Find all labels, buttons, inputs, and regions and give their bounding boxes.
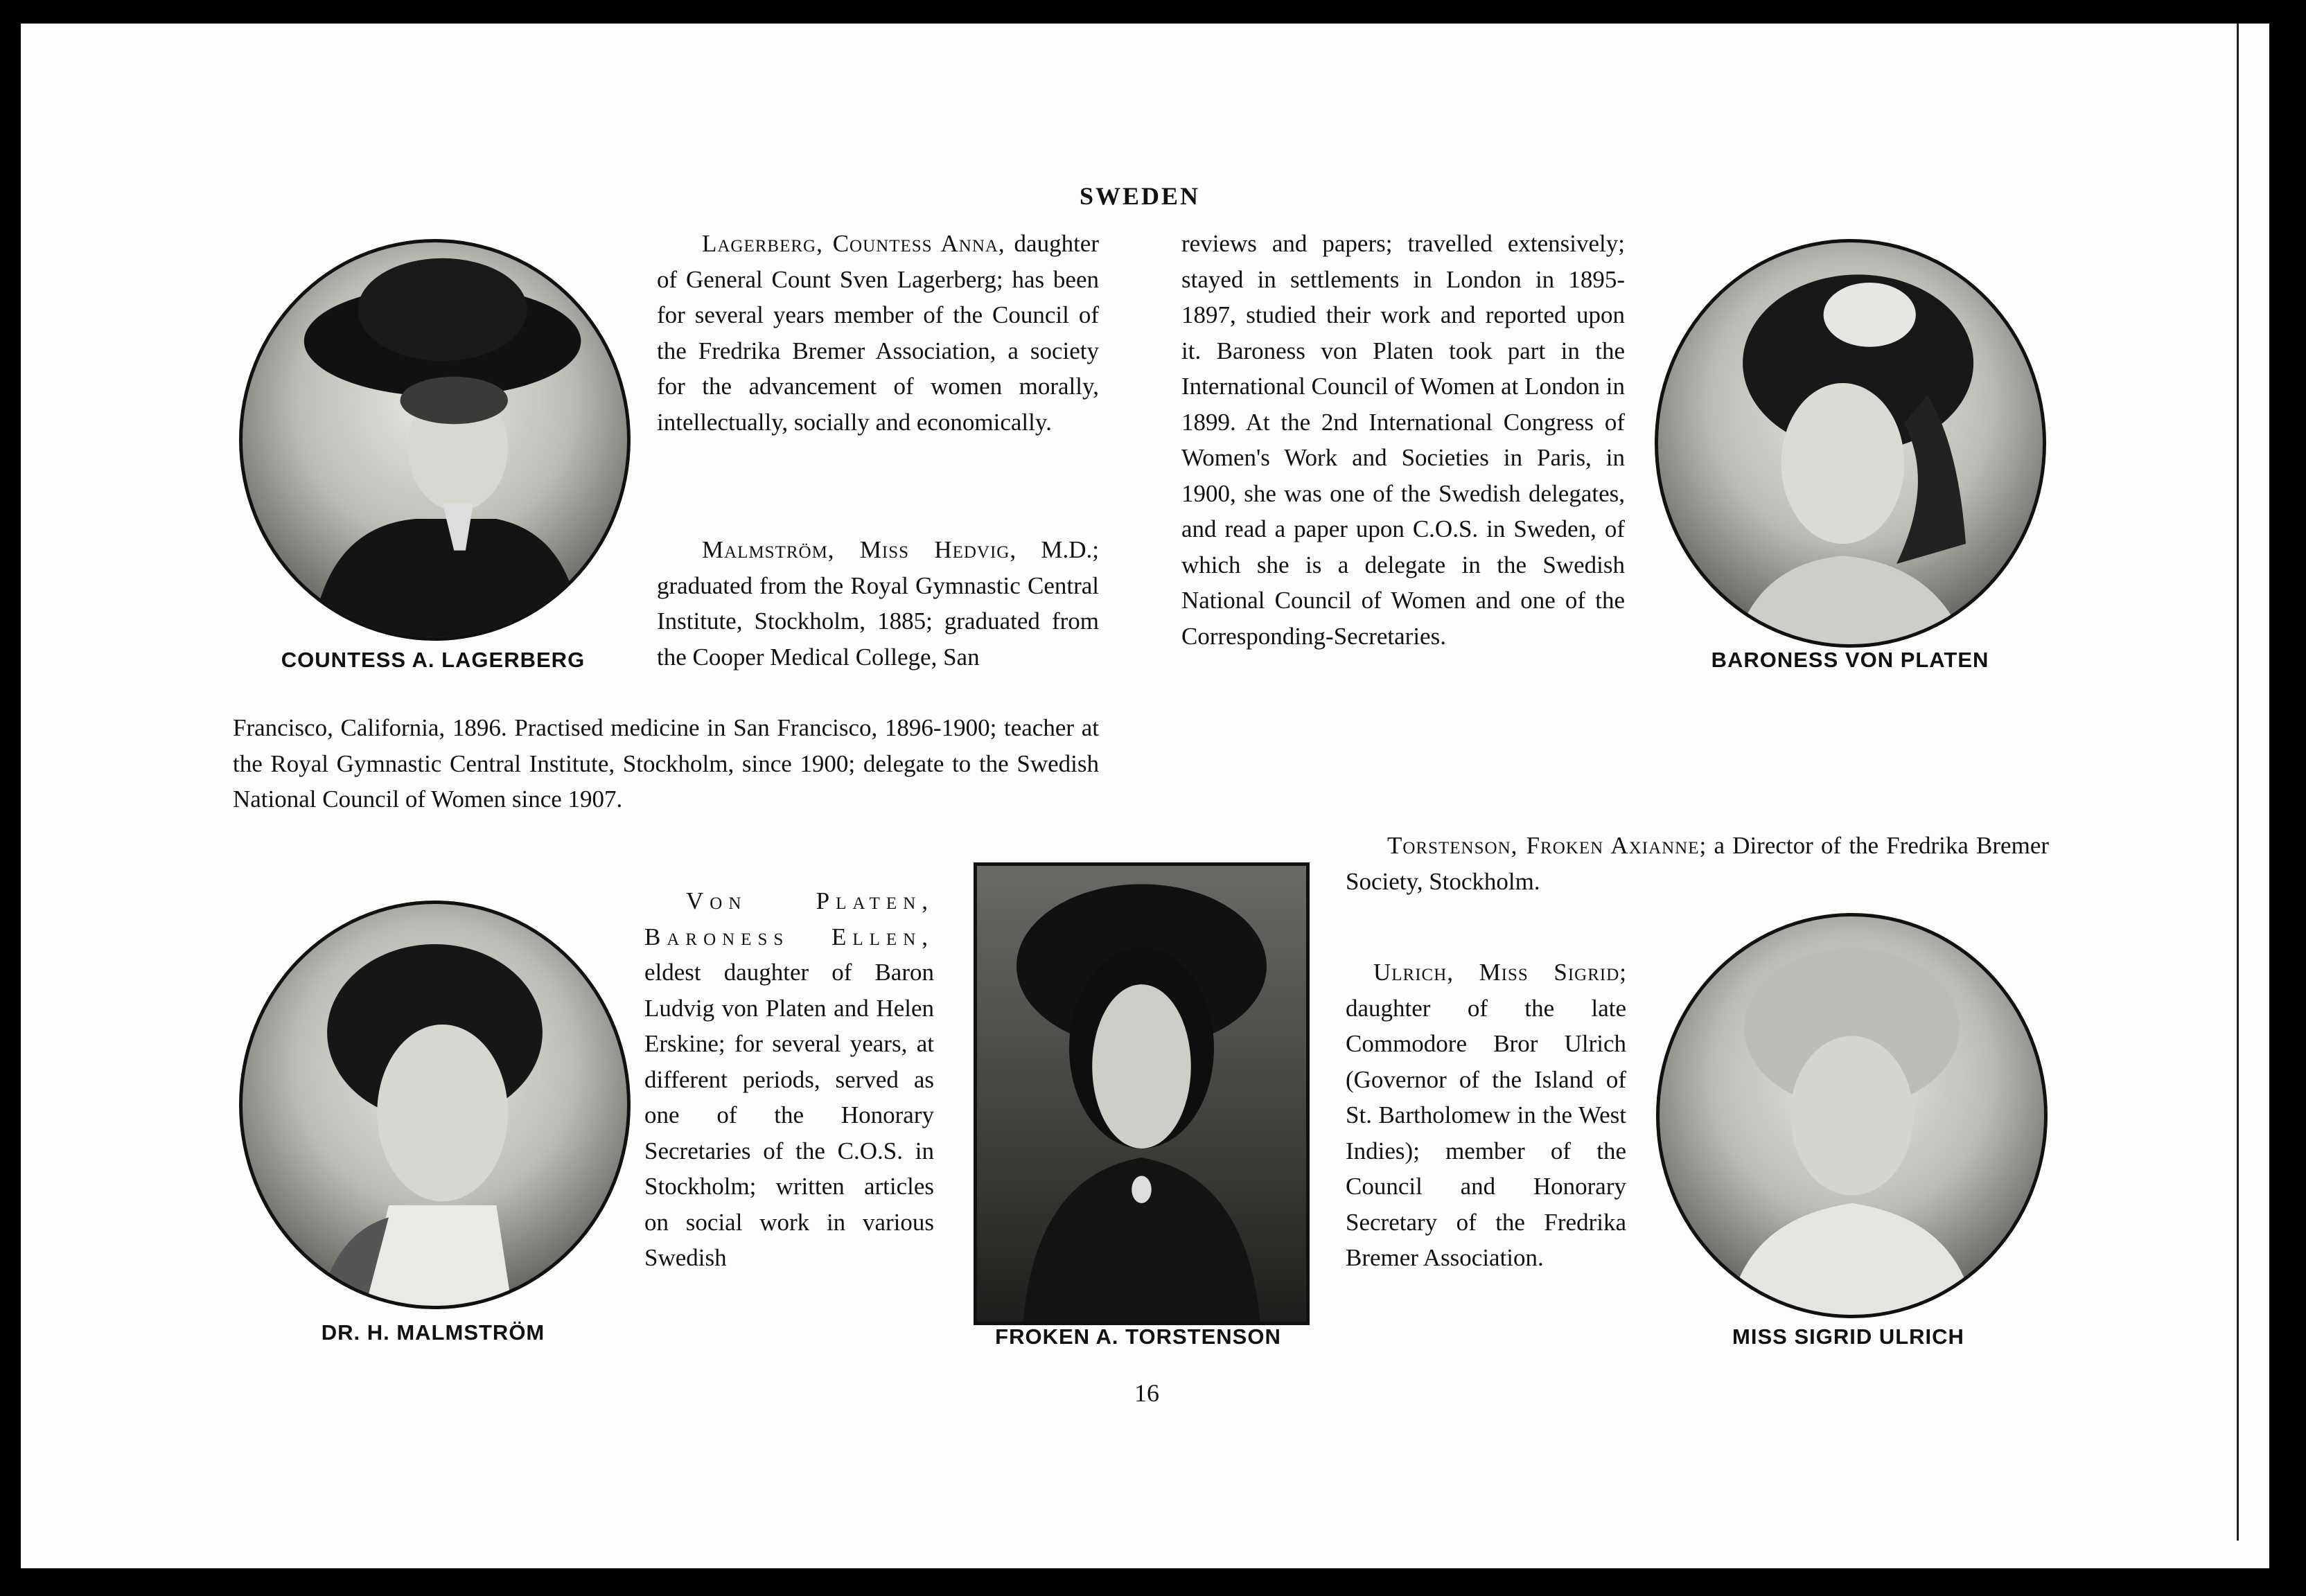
caption-ulrich: MISS SIGRID ULRICH bbox=[1732, 1324, 1964, 1349]
entry-malmstrom-top bbox=[657, 532, 1099, 675]
caption-lagerberg: COUNTESS A. LAGERBERG bbox=[281, 648, 586, 672]
entry-text: M.D.; graduated from the Royal Gymnastic Central Institute, Stockholm, 1885; graduated from the Cooper Medical College, San bbox=[657, 536, 1099, 671]
entry-text: Francisco, California, 1896. Practised medicine in San Francisco, 1896-1900; teacher at the Royal Gymnastic Central Institute, Stockholm, since 1900; delegate to the Swedish National Council of Women since 1907. bbox=[233, 714, 1099, 813]
portrait-malmstrom-photo bbox=[239, 901, 631, 1309]
entry-platen-continued bbox=[1181, 226, 1625, 654]
portrait-lagerberg-photo bbox=[239, 239, 631, 641]
entry-text: eldest daughter of Baron Ludvig von Platen and Helen Erskine; for several years, at different periods, served as one of the Honorary Secretaries of the C.O.S. in Stockholm; written articles on social work in various Swedish bbox=[644, 959, 934, 1271]
entry-text: ; daughter of the late Commodore Bror Ulrich (Governor of the Island of St. Bartholomew in the West Indies); member of the Council and Honorary Secretary of the Fredrika Bremer Association. bbox=[1346, 959, 1626, 1271]
scan-border bbox=[2269, 24, 2306, 1568]
entry-name: Von Platen, Baroness Ellen, bbox=[644, 887, 934, 950]
page-heading: SWEDEN bbox=[1079, 182, 1201, 210]
page-fold-line bbox=[2237, 24, 2239, 1541]
entry-text: reviews and papers; travelled extensively; stayed in settlements in London in 1895-1897, studied their work and reported upon it. Baroness von Platen took part in the International Council of Women at London in 1899. At the 2nd International Congress of Women's Work and Societies in Paris, in 1900, she was one of the Swedish delegates, and read a paper upon C.O.S. in Sweden, of which she is a delegate in the Swedish National Council of Women and one of the Corresponding-Secretaries. bbox=[1181, 230, 1626, 650]
entry-torstenson bbox=[1346, 828, 2049, 899]
entry-name: Torstenson, Froken Axianne bbox=[1387, 832, 1700, 859]
portrait-torstenson-photo bbox=[974, 862, 1310, 1325]
entry-platen bbox=[644, 883, 934, 1276]
entry-name: Lagerberg, Countess Anna, bbox=[702, 230, 1005, 257]
entry-name: Malmström, Miss Hedvig, bbox=[702, 536, 1017, 563]
caption-torstenson: FROKEN A. TORSTENSON bbox=[995, 1324, 1281, 1349]
entry-malmstrom-bottom bbox=[233, 710, 1099, 817]
entry-text: daughter of General Count Sven Lagerberg; has been for several years member of the Council of the Fredrika Bremer Association, a society for the advancement of women morally, intellectually, socially and economically. bbox=[657, 230, 1099, 436]
page-number: 16 bbox=[1134, 1379, 1159, 1407]
portrait-ulrich-photo bbox=[1656, 913, 2048, 1318]
entry-ulrich bbox=[1346, 955, 1626, 1276]
entry-name: Ulrich, Miss Sigrid bbox=[1373, 959, 1620, 986]
entry-lagerberg bbox=[657, 226, 1099, 440]
entry-text: ; a Director of the Fredrika Bremer Society, Stockholm. bbox=[1346, 832, 2050, 895]
portrait-platen-photo bbox=[1655, 239, 2046, 648]
caption-platen: BARONESS VON PLATEN bbox=[1711, 648, 1989, 672]
caption-malmstrom: DR. H. MALMSTRÖM bbox=[321, 1320, 545, 1345]
